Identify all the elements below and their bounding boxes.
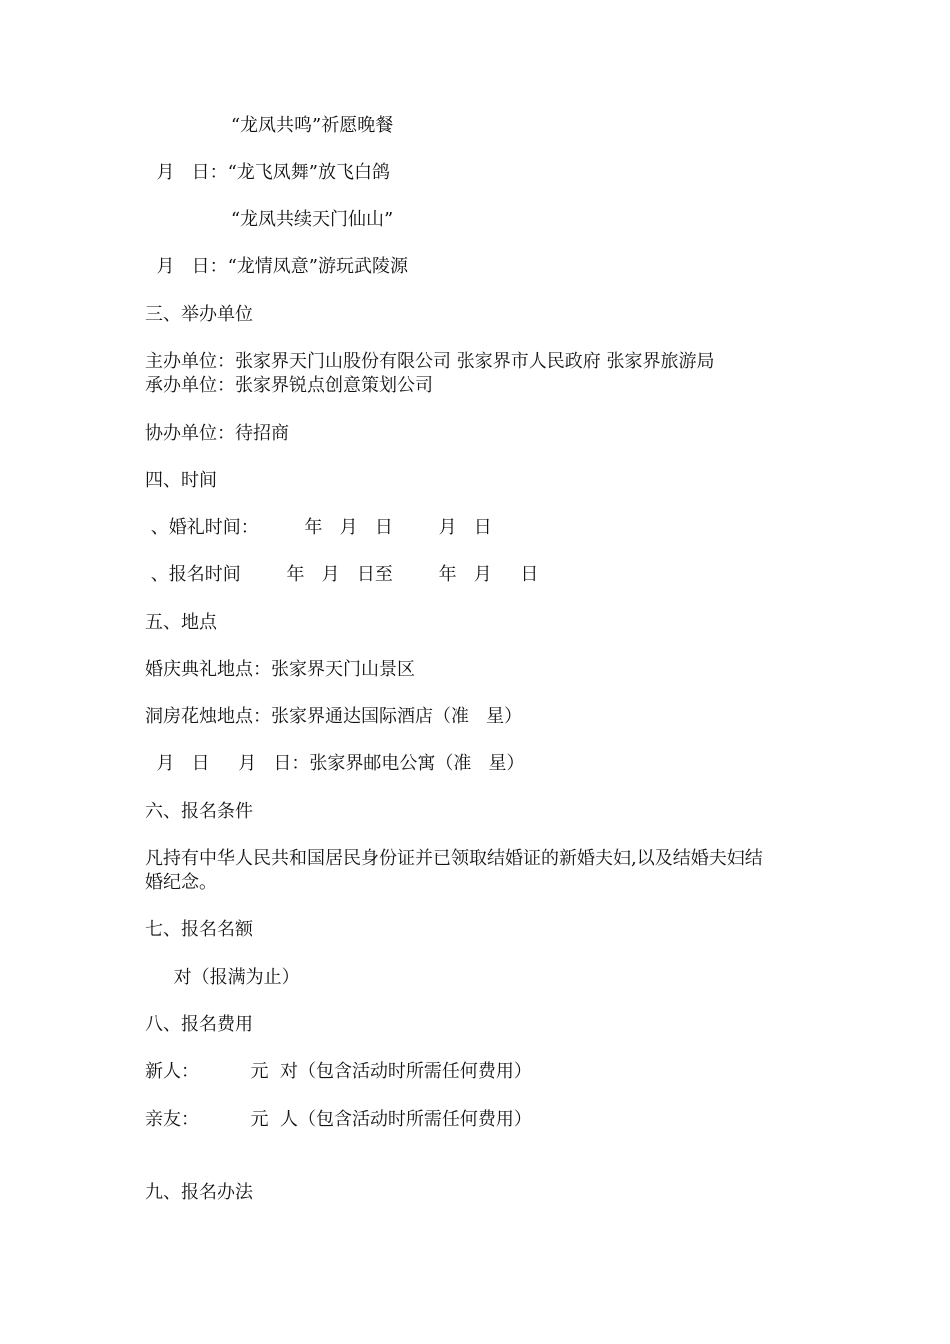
text-line: “龙凤共续天门仙山” — [145, 209, 394, 230]
section-heading: 四、时间 — [145, 470, 217, 491]
text-line: 洞房花烛地点：张家界通达国际酒店（准 星） — [145, 706, 523, 727]
section-heading: 八、报名费用 — [145, 1014, 253, 1035]
text-line: 承办单位：张家界锐点创意策划公司 — [145, 375, 433, 396]
text-line: 婚庆典礼地点：张家界天门山景区 — [145, 659, 415, 680]
text-line: 、报名时间 年 月 日至 年 月 日 — [145, 564, 539, 585]
section-heading: 三、举办单位 — [145, 304, 253, 325]
text-line: 凡持有中华人民共和国居民身份证并已领取结婚证的新婚夫妇,以及结婚夫妇结 — [145, 848, 763, 869]
text-line: 、婚礼时间： 年 月 日 月 日 — [145, 517, 492, 538]
section-heading: 六、报名条件 — [145, 801, 253, 822]
text-line: 协办单位：待招商 — [145, 423, 289, 444]
text-line: 亲友： 元 人（包含活动时所需任何费用） — [145, 1109, 532, 1130]
text-line: 婚纪念。 — [145, 872, 217, 893]
section-heading: 五、地点 — [145, 612, 217, 633]
text-line: 月 日：“龙情凤意”游玩武陵源 — [145, 256, 409, 277]
text-line: “龙凤共鸣”祈愿晚餐 — [145, 115, 394, 136]
text-line: 月 日：“龙飞凤舞”放飞白鸽 — [145, 162, 391, 183]
section-heading: 九、报名办法 — [145, 1182, 253, 1203]
text-line: 月 日 月 日：张家界邮电公寓（准 星） — [145, 753, 525, 774]
text-line: 主办单位：张家界天门山股份有限公司 张家界市人民政府 张家界旅游局 — [145, 351, 715, 372]
section-heading: 七、报名名额 — [145, 919, 253, 940]
text-line: 对（报满为止） — [145, 967, 300, 988]
text-line: 新人： 元 对（包含活动时所需任何费用） — [145, 1061, 532, 1082]
